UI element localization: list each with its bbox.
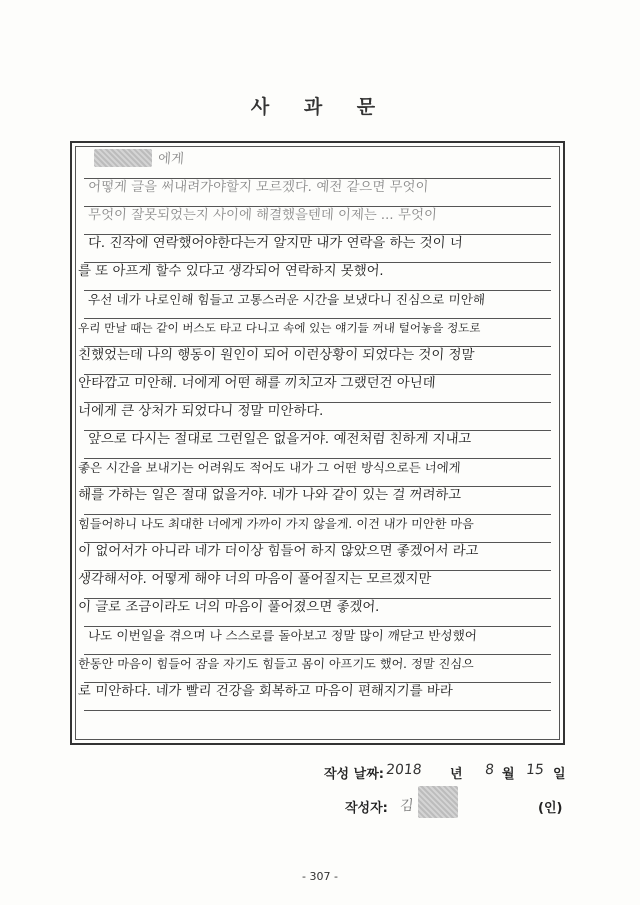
year-unit: 년	[450, 767, 463, 782]
letter-line: 우리 만날 때는 같이 버스도 타고 다니고 속에 있는 얘기들 꺼내 털어놓을 정도로	[77, 321, 482, 335]
month-unit: 월	[502, 767, 515, 782]
letter-line: 로 미안하다. 네가 빨리 건강을 회복하고 마음이 편해지기를 바라	[77, 684, 454, 699]
letter-line: 힘들어하니 나도 최대한 너에게 가까이 가지 않을게. 이건 내가 미안한 마음	[77, 517, 475, 531]
letter-frame	[70, 141, 565, 745]
redacted-author-name	[418, 786, 458, 818]
letter-line: 이 글로 조금이라도 너의 마음이 풀어졌으면 좋겠어.	[77, 600, 380, 615]
seal-mark: (인)	[538, 801, 563, 816]
letter-line: 좋은 시간을 보내기는 어려워도 적어도 내가 그 어떤 방식으로든 너에게	[77, 460, 462, 475]
letter-line: 한동안 마음이 힘들어 잠을 자기도 힘들고 몸이 아프기도 했어. 정말 진심으	[77, 657, 475, 671]
letter-line: 우선 네가 나로인해 힘들고 고통스러운 시간을 보냈다니 진심으로 미안해	[87, 292, 486, 307]
letter-line: 에게	[157, 152, 185, 167]
letter-line: 너에게 큰 상처가 되었다니 정말 미안하다.	[77, 404, 325, 419]
letter-line: 생각해서야. 어떻게 해야 너의 마음이 풀어질지는 모르겠지만	[77, 572, 432, 587]
author-label: 작성자:	[345, 801, 388, 816]
letter-line: 안타깝고 미안해. 너에게 어떤 해를 끼치고자 그랬던건 아닌데	[77, 376, 436, 391]
letter-line: 나도 이번일을 겪으며 나 스스로를 돌아보고 정말 많이 깨닫고 반성했어	[87, 628, 478, 643]
letter-line: 어떻게 글을 써내려가야할지 모르겠다. 예전 같으면 무엇이	[87, 180, 429, 195]
redacted-recipient-name	[94, 149, 152, 167]
letter-line: 를 또 아프게 할수 있다고 생각되어 연락하지 못했어.	[77, 264, 385, 279]
date-year: 2018	[385, 762, 423, 778]
date-label: 작성 날짜:	[324, 767, 384, 782]
letter-line: 다. 진작에 연락했어야한다는거 알지만 내가 연락을 하는 것이 너	[87, 236, 464, 251]
author-initial: 김	[399, 798, 415, 814]
date-month: 8	[484, 762, 495, 778]
day-unit: 일	[553, 767, 566, 782]
letter-line: 친했었는데 나의 행동이 원인이 되어 이런상황이 되었다는 것이 정말	[77, 348, 475, 363]
letter-line: 앞으로 다시는 절대로 그런일은 없을거야. 예전처럼 친하게 지내고	[87, 432, 472, 447]
letter-line: 해를 가하는 일은 절대 없을거야. 네가 나와 같이 있는 걸 꺼려하고	[77, 488, 462, 503]
letter-line: 이 없어서가 아니라 네가 더이상 힘들어 하지 않았으면 좋겠어서 라고	[77, 544, 480, 559]
date-day: 15	[525, 762, 545, 778]
page-number: - 307 -	[302, 870, 338, 883]
page-title: 사 과 문	[250, 96, 390, 118]
letter-line: 무엇이 잘못되었는지 사이에 해결했을텐데 이제는 ... 무엇이	[87, 208, 438, 223]
